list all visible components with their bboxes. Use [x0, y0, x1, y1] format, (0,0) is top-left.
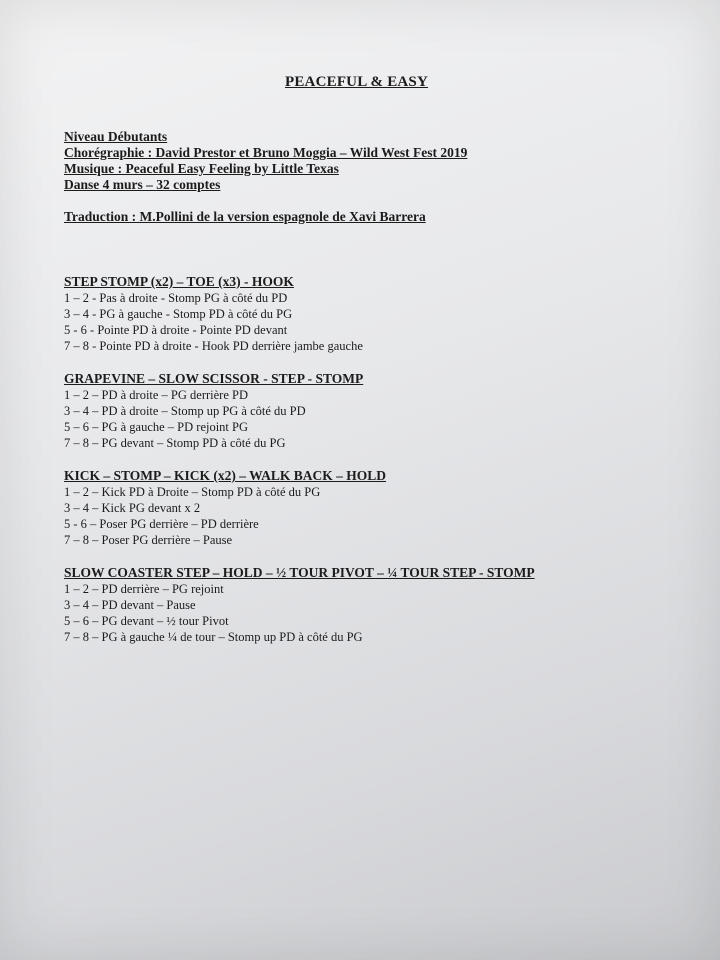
document-title: PEACEFUL & EASY — [284, 74, 429, 90]
step-line: 1 – 2 – PD à droite – PG derrière PD — [64, 388, 248, 402]
step-line: 5 – 6 – PG à gauche – PD rejoint PG — [64, 420, 249, 434]
step-line: 5 - 6 – Poser PG derrière – PD derrière — [64, 517, 259, 531]
step-line: 5 - 6 - Pointe PD à droite - Pointe PD devant — [64, 323, 288, 337]
step-sections — [64, 273, 664, 645]
section-grapevine — [64, 370, 664, 451]
translation-line: Traduction : M.Pollini de la version espagnole de Xavi Barrera — [64, 209, 426, 224]
step-line: 7 – 8 - Pointe PD à droite - Hook PD derrière jambe gauche — [64, 339, 363, 353]
step-line: 1 – 2 – PD derrière – PG rejoint — [64, 582, 224, 596]
step-line: 1 – 2 – Kick PD à Droite – Stomp PD à côté du PG — [64, 485, 321, 499]
section-heading: KICK – STOMP – KICK (x2) – WALK BACK – HOLD — [64, 468, 387, 483]
step-line: 3 – 4 - PG à gauche - Stomp PD à côté du PG — [64, 307, 293, 321]
step-line: 7 – 8 – PG devant – Stomp PD à côté du PG — [64, 436, 286, 450]
choreography-line: Chorégraphie : David Prestor et Bruno Moggia – Wild West Fest 2019 — [64, 145, 468, 160]
step-line: 5 – 6 – PG devant – ½ tour Pivot — [64, 614, 229, 628]
step-line: 3 – 4 – PD à droite – Stomp up PG à côté du PD — [64, 404, 306, 418]
dance-info — [64, 129, 664, 225]
section-heading: STEP STOMP (x2) – TOE (x3) - HOOK — [64, 274, 294, 289]
step-line: 7 – 8 – PG à gauche ¼ de tour – Stomp up PD à côté du PG — [64, 630, 363, 644]
section-kick-stomp — [64, 467, 664, 548]
step-line: 3 – 4 – PD devant – Pause — [64, 598, 196, 612]
section-heading: GRAPEVINE – SLOW SCISSOR - STEP - STOMP — [64, 371, 364, 386]
section-heading: SLOW COASTER STEP – HOLD – ½ TOUR PIVOT – ¼ TOUR STEP - STOMP — [64, 565, 535, 580]
step-line: 7 – 8 – Poser PG derrière – Pause — [64, 533, 233, 547]
section-step-stomp — [64, 273, 664, 354]
step-line: 3 – 4 – Kick PG devant x 2 — [64, 501, 201, 515]
section-slow-coaster — [64, 564, 664, 645]
dance-line: Danse 4 murs – 32 comptes — [64, 177, 221, 192]
document-body — [64, 74, 664, 661]
step-line: 1 – 2 - Pas à droite - Stomp PG à côté du PD — [64, 291, 288, 305]
music-line: Musique : Peaceful Easy Feeling by Little Texas — [64, 161, 339, 176]
level-line: Niveau Débutants — [64, 129, 168, 144]
